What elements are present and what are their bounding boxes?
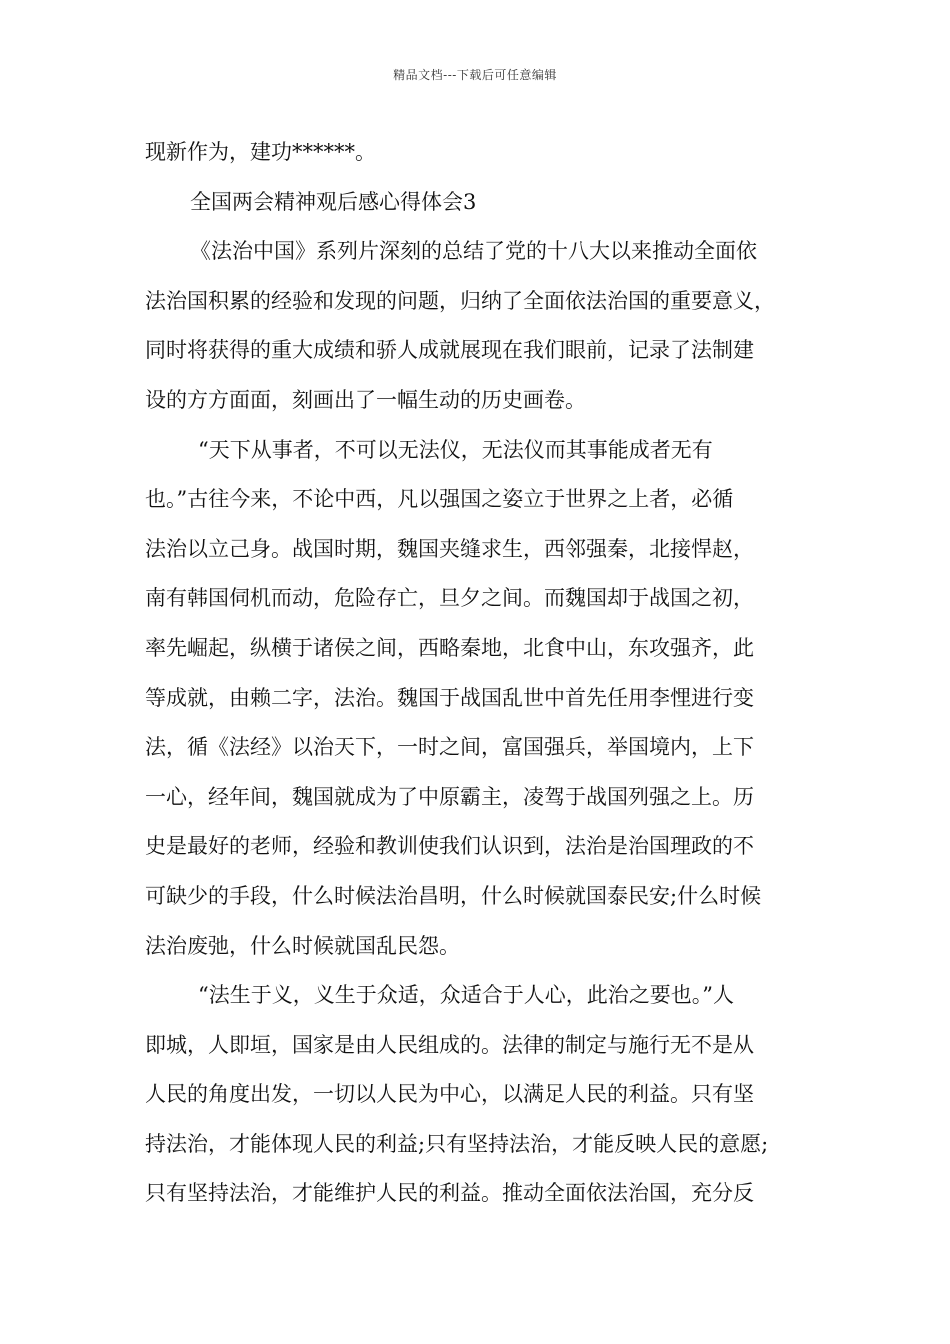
text-line: 同时将获得的重大成绩和骄人成就展现在我们眼前，记录了法制建 xyxy=(145,338,754,363)
text-line: 人民的角度出发，一切以人民为中心，以满足人民的利益。只有坚 xyxy=(145,1082,754,1107)
text-line: 也。”古往今来，不论中西，凡以强国之姿立于世界之上者，必循 xyxy=(145,487,734,512)
text-line: 史是最好的老师，经验和教训使我们认识到，法治是治国理政的不 xyxy=(145,834,754,859)
text-line: 持法治，才能体现人民的利益;只有坚持法治，才能反映人民的意愿; xyxy=(145,1131,769,1156)
paragraph-start: 《法治中国》系列片深刻的总结了党的十八大以来推动全面依 xyxy=(190,239,757,264)
section-heading: 全国两会精神观后感心得体会3 xyxy=(190,189,477,214)
text-line: 现新作为，建功******。 xyxy=(145,140,376,164)
text-line: 设的方方面面，刻画出了一幅生动的历史画卷。 xyxy=(145,387,586,412)
text-line: 法治以立己身。战国时期，魏国夹缝求生，西邻强秦，北接悍赵， xyxy=(145,536,754,561)
text-line: 只有坚持法治，才能维护人民的利益。推动全面依法治国，充分反 xyxy=(145,1181,754,1206)
text-line: 南有韩国伺机而动，危险存亡，旦夕之间。而魏国却于战国之初， xyxy=(145,586,754,611)
text-line: 法，循《法经》以治天下，一时之间，富国强兵，举国境内，上下 xyxy=(145,735,754,760)
text-line: 即城，人即垣，国家是由人民组成的。法律的制定与施行无不是从 xyxy=(145,1032,754,1057)
text-line: 法治废弛，什么时候就国乱民怨。 xyxy=(145,933,460,958)
page-header: 精品文档---下载后可任意编辑 xyxy=(393,68,557,82)
text-line: 法治国积累的经验和发现的问题，归纳了全面依法治国的重要意义， xyxy=(145,288,775,313)
text-line: 率先崛起，纵横于诸侯之间，西略秦地，北食中山，东攻强齐，此 xyxy=(145,635,754,660)
paragraph-start: “法生于义，义生于众适，众适合于人心，此治之要也。”人 xyxy=(198,983,734,1008)
text-line: 可缺少的手段，什么时候法治昌明，什么时候就国泰民安;什么时候 xyxy=(145,883,762,908)
text-line: 等成就，由赖二字，法治。魏国于战国乱世中首先任用李悝进行变 xyxy=(145,685,754,710)
document-body xyxy=(145,128,825,1219)
text-line: 一心，经年间，魏国就成为了中原霸主，凌驾于战国列强之上。历 xyxy=(145,784,754,809)
paragraph-start: “天下从事者，不可以无法仪，无法仪而其事能成者无有 xyxy=(198,437,713,462)
